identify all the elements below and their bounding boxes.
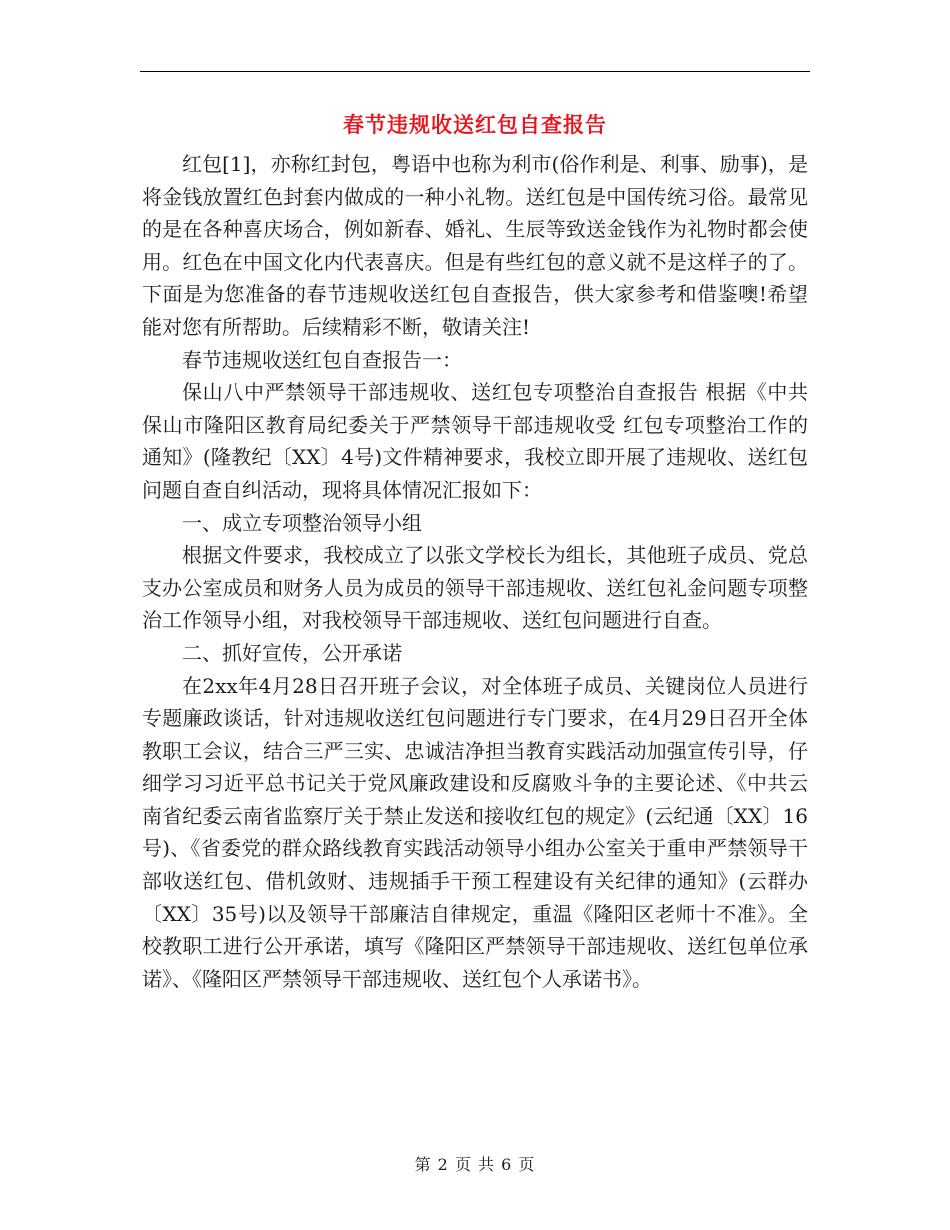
- page-footer: [0, 1152, 950, 1175]
- paragraph-section-1: 根据文件要求，我校成立了以张文学校长为组长，其他班子成员、党总支办公室成员和财务人员为成员的领导干部违规收、送红包礼金问题专项整治工作领导小组，对我校领导干部违规收、送红包问题进行自查。: [142, 543, 808, 633]
- paragraph-section-2: 在2xx年4月28日召开班子会议，对全体班子成员、关键岗位人员进行专题廉政谈话，针对违规收送红包问题进行专门要求，在4月29日召开全体教职工会议，结合三严三实、忠诚洁净担当教育实践活动加强宣传引导，仔细学习习近平总书记关于党风廉政建设和反腐败斗争的主要论述、《中共云南省纪委云南省监察厅关于禁止发送和接收红包的规定》(云纪通〔XX〕16号)、《省委党的群众路线教育实践活动领导小组办公室关于重申严禁领导干部收送红包、借机敛财、违规插手干预工程建设有关纪律的通知》(云群办〔XX〕35号)以及领导干部廉洁自律规定，重温《隆阳区老师十不准》。全校教职工进行公开承诺，填写《隆阳区严禁领导干部违规收、送红包单位承诺》、《隆阳区严禁领导干部违规收、送红包个人承诺书》。: [142, 673, 808, 991]
- section-heading-1: 一、成立专项整治领导小组: [182, 510, 422, 535]
- document-body: [142, 148, 808, 995]
- header-rule: [140, 71, 810, 72]
- document-title: 春节违规收送红包自查报告: [343, 112, 607, 137]
- paragraph-report-opening: 保山八中严禁领导干部违规收、送红包专项整治自查报告 根据《中共保山市隆阳区教育局纪委关于严禁领导干部违规收受 红包专项整治工作的通知》(隆教纪〔XX〕4号)文件精神要求，我校立即开展了违规收、送红包问题自查自纠活动，现将具体情况汇报如下：: [142, 380, 808, 502]
- paragraph-report-heading: 春节违规收送红包自查报告一：: [182, 347, 462, 372]
- section-heading-2: 二、抓好宣传，公开承诺: [182, 640, 402, 665]
- page-number-label: 第 2 页 共 6 页: [414, 1155, 536, 1174]
- paragraph-intro: 红包[1]，亦称红封包，粤语中也称为利市(俗作利是、利事、励事)，是将金钱放置红色封套内做成的一种小礼物。送红包是中国传统习俗。最常见的是在各种喜庆场合，例如新春、婚礼、生辰等致送金钱作为礼物时都会使用。红色在中国文化内代表喜庆。但是有些红包的意义就不是这样子的了。下面是为您准备的春节违规收送红包自查报告，供大家参考和借鉴噢!希望能对您有所帮助。后续精彩不断，敬请关注!: [142, 152, 808, 339]
